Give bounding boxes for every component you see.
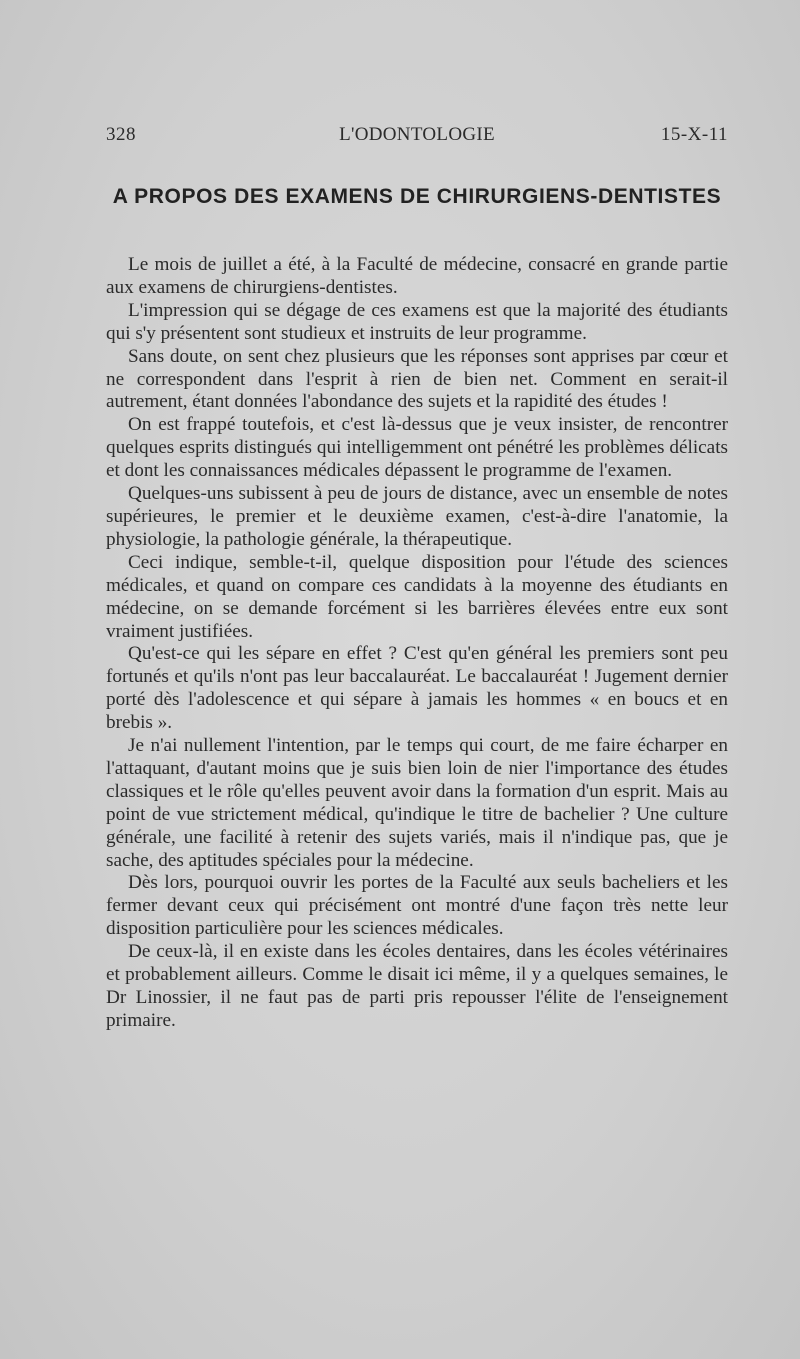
paragraph: Je n'ai nullement l'intention, par le temps qui court, de me faire écharper en l'attaquant, d'autant moins que je suis bien loin de nier l'importance des études classiques et le rôle qu'elles peuvent avoir dans la formation d'un esprit. Mais au point de vue strictement médical, qu'indique le titre de bachelier ? Une culture générale, une facilité à retenir des sujets variés, mais il n'indique pas, que je sache, des aptitudes spéciales pour la médecine. — [106, 735, 728, 871]
paragraph: Ceci indique, semble-t-il, quelque disposition pour l'étude des sciences médicales, et quand on compare ces candidats à la moyenne des étudiants en médecine, on se demande forcément si les barrières élevées entre eux sont vraiment justifiées. — [106, 551, 728, 642]
paragraph: Le mois de juillet a été, à la Faculté de médecine, consacré en grande partie aux examens de chirurgiens-dentistes. — [106, 254, 728, 298]
paragraph: Quelques-uns subissent à peu de jours de distance, avec un ensemble de notes supérieures, le premier et le deuxième examen, c'est-à-dire l'anatomie, la physiologie, la pathologie générale, la thérapeutique. — [106, 483, 728, 550]
page-number: 328 — [106, 124, 136, 145]
paragraph: Dès lors, pourquoi ouvrir les portes de la Faculté aux seuls bacheliers et les fermer devant ceux qui précisément ont montré d'une façon très nette leur disposition particulière pour les sciences médicales. — [106, 872, 728, 940]
paragraph: Qu'est-ce qui les sépare en effet ? C'est qu'en général les premiers sont peu fortunés et qu'ils n'ont pas leur baccalauréat. Le baccalauréat ! Jugement dernier porté dès l'adolescence et qui sépare à jamais les hommes « en boucs et en brebis ». — [106, 643, 728, 734]
running-header — [106, 124, 728, 152]
journal-title: L'ODONTOLOGIE — [339, 124, 495, 145]
article-title: A PROPOS DES EXAMENS DE CHIRURGIENS-DENTISTES — [112, 185, 722, 208]
paragraph: L'impression qui se dégage de ces examens est que la majorité des étudiants qui s'y présentent sont studieux et instruits de leur programme. — [106, 299, 728, 344]
paragraph: On est frappé toutefois, et c'est là-dessus que je veux insister, de rencontrer quelques esprits distingués qui intelligemment ont pénétré les problèmes délicats et dont les connaissances médicales dépassent le programme de l'examen. — [106, 414, 728, 482]
article-body — [106, 254, 728, 1033]
paragraph: De ceux-là, il en existe dans les écoles dentaires, dans les écoles vétérinaires et probablement ailleurs. Comme le disait ici même, il y a quelques semaines, le Dr Linossier, il ne faut pas de parti pris repousser l'élite de l'enseignement primaire. — [106, 941, 728, 1031]
issue-date: 15-X-11 — [660, 124, 728, 145]
paragraph: Sans doute, on sent chez plusieurs que les réponses sont apprises par cœur et ne correspondent dans l'esprit à rien de bien net. Comment en serait-il autrement, étant données l'abondance des sujets et la rapidité des études ! — [106, 345, 728, 413]
